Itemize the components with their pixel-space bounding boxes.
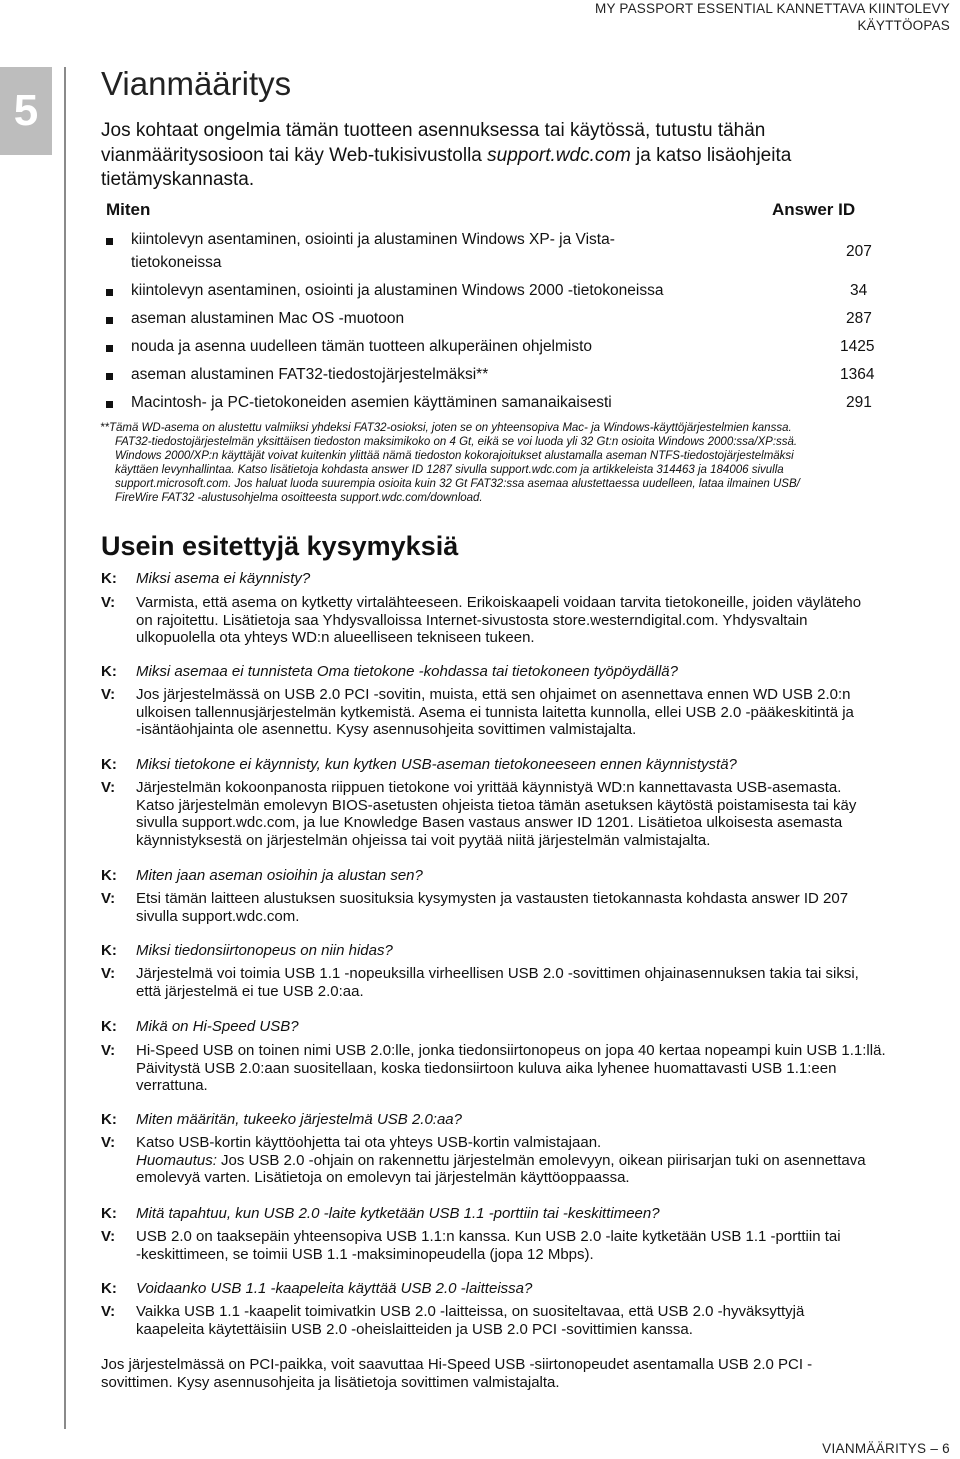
answer-line: -isäntäohjainta ole asennettu. Kysy asennusohjeita sovittimen valmistajalta. xyxy=(136,721,637,738)
answer-line: USB 2.0 on taaksepäin yhteensopiva USB 1.1:n kanssa. Kun USB 2.0 -laite kytketään USB 1.1 -porttiin tai xyxy=(136,1228,841,1245)
table-row xyxy=(106,336,896,358)
faq-item xyxy=(101,570,951,650)
answer-line: Etsi tämän laitteen alustuksen suosituksia kysymysten ja vastausten tietokannasta kohdasta answer ID 207 xyxy=(136,890,849,907)
footnote-line: FireWire FAT32 -alustusohjelma osoitteesta support.wdc.com/download. xyxy=(115,492,483,504)
header-guide-title: KÄYTTÖOPAS xyxy=(857,18,950,33)
row-answer-id: 1364 xyxy=(840,366,875,383)
question-label: K: xyxy=(101,1018,117,1035)
answer-label: V: xyxy=(101,965,116,982)
answer-label: V: xyxy=(101,779,116,796)
faq-question: Mikä on Hi-Speed USB? xyxy=(136,1018,299,1035)
faq-item xyxy=(101,867,951,927)
footnote-line: **Tämä WD-asema on alustettu valmiiksi yhdeksi FAT32-osioksi, joten se on yhteensopiva Mac- ja Windows-käyttöjärjestelmien kanssa. xyxy=(100,422,792,434)
faq-question: Miksi asema ei käynnisty? xyxy=(136,570,311,587)
answer-label: V: xyxy=(101,686,116,703)
table-row xyxy=(106,229,896,273)
row-topic-line1: kiintolevyn asentaminen, osiointi ja alustaminen Windows XP- ja Vista- xyxy=(131,231,615,248)
answer-line: kaapeleita käytettäisiin USB 2.0 -oheislaitteiden ja USB 2.0 PCI -sovittimien kanssa. xyxy=(136,1320,693,1338)
note-text: Jos USB 2.0 -ohjain on rakennettu järjestelmän emolevyyn, oikean piirisarjan tuki on asennettava xyxy=(216,1151,866,1169)
answer-line: verrattuna. xyxy=(136,1077,208,1094)
answer-line: Jos järjestelmässä on USB 2.0 PCI -sovitin, muista, että sen ohjaimet on asennettava ennen WD USB 2.0:n xyxy=(136,686,851,703)
answer-line: että järjestelmä ei tue USB 2.0:aa. xyxy=(136,982,364,1000)
question-label: K: xyxy=(101,756,117,773)
question-label: K: xyxy=(101,1205,117,1222)
footnote-line: Windows 2000/XP:n käyttäjät voivat kuitenkin ylittää nämä tiedoston kokorajoitukset alustamalla aseman NTFS-tiedostojärjestelmäksi xyxy=(115,450,794,462)
square-bullet-icon xyxy=(106,238,113,245)
faq-question: Miksi asemaa ei tunnisteta Oma tietokone -kohdassa tai tietokoneen työpöydällä? xyxy=(136,663,678,680)
answer-line: ulkoisen tallennusjärjestelmän kytkemistä. Asema ei tunnista laitetta kunnolla, ellei USB 2.0 -pääkeskitintä ja xyxy=(136,703,854,721)
square-bullet-icon xyxy=(106,373,113,380)
faq-heading: Usein esitettyjä kysymyksiä xyxy=(101,531,459,561)
answer-line: -keskittimeen, se toimii USB 1.1 -maksiminopeudella (jopa 12 Mbps). xyxy=(136,1245,594,1263)
footnote-line: FAT32-tiedostojärjestelmän yksittäisen tiedoston maksimikoko on 4 Gt, eikä se voi luoda yli 32 Gt:n osioita Windows 2000:ssa/XP:ssä. xyxy=(115,436,798,448)
question-label: K: xyxy=(101,1280,117,1297)
faq-answer xyxy=(136,594,956,647)
faq-question: Mitä tapahtuu, kun USB 2.0 -laite kytketään USB 1.1 -porttiin tai -keskittimeen? xyxy=(136,1205,660,1222)
faq-answer xyxy=(136,686,956,739)
faq-item xyxy=(101,1280,951,1340)
faq-answer xyxy=(136,1228,956,1263)
faq-answer xyxy=(136,965,956,1000)
table-footnote xyxy=(100,421,935,505)
answer-line: Hi-Speed USB on toinen nimi USB 2.0:lle, jonka tiedonsiirtonopeus on jopa 40 kertaa nopeampi kuin USB 1.1:llä. xyxy=(136,1042,886,1059)
note-line: emolevyä varten. Lisätietoja on emolevyn tai järjestelmän käyttöoppaassa. xyxy=(136,1169,630,1186)
faq-item xyxy=(101,1111,951,1191)
faq-question: Miten jaan aseman osioihin ja alustan sen? xyxy=(136,867,423,884)
answer-line: Järjestelmä voi toimia USB 1.1 -nopeuksilla virheellisen USB 2.0 -sovittimen ohjainasennuksen takia tai siksi, xyxy=(136,965,859,982)
answer-label: V: xyxy=(101,890,116,907)
row-answer-id: 207 xyxy=(846,243,872,260)
running-header xyxy=(595,0,950,34)
page-footer: VIANMÄÄRITYS – 6 xyxy=(822,1441,950,1456)
page-title: Vianmääritys xyxy=(101,65,292,102)
faq-answer xyxy=(136,890,956,925)
faq-item xyxy=(101,1018,951,1098)
question-label: K: xyxy=(101,663,117,680)
row-topic: nouda ja asenna uudelleen tämän tuotteen alkuperäinen ohjelmisto xyxy=(131,338,593,355)
row-topic: Macintosh- ja PC-tietokoneiden asemien käyttäminen samanaikaisesti xyxy=(131,394,612,411)
answer-line: Varmista, että asema on kytketty virtalähteeseen. Erikoiskaapeli voidaan tarvita tietokoneille, joiden väyläteho xyxy=(136,594,862,611)
answer-line: sivulla support.wdc.com. xyxy=(136,907,300,925)
answer-label: V: xyxy=(101,594,116,611)
table-row xyxy=(106,392,896,414)
margin-divider xyxy=(64,67,66,1429)
row-answer-id: 34 xyxy=(850,282,868,299)
question-label: K: xyxy=(101,1111,117,1128)
table-row xyxy=(106,280,896,302)
row-answer-id: 1425 xyxy=(840,338,875,355)
answer-label: V: xyxy=(101,1228,116,1245)
row-topic: aseman alustaminen FAT32-tiedostojärjestelmäksi** xyxy=(131,366,489,383)
row-topic: kiintolevyn asentaminen, osiointi ja alustaminen Windows 2000 -tietokoneissa xyxy=(131,282,664,299)
footnote-line: käyttäen levynhallintaa. Katso lisätietoja kohdasta answer ID 1287 sivulla support.wdc.com ja artikkeleista 314463 ja 184006 sivulla xyxy=(115,464,784,476)
answer-line: on rajoitettu. Lisätietoja saa Yhdysvalloissa Internet-sivustosta store.westerndigital.com. Yhdysvaltain xyxy=(136,611,808,629)
answer-line: Vaikka USB 1.1 -kaapelit toimivatkin USB 2.0 -laitteissa, on suositeltavaa, että USB 2.0 -hyväksyttyjä xyxy=(136,1303,805,1320)
square-bullet-icon xyxy=(106,317,113,324)
faq-answer xyxy=(136,1134,956,1187)
faq-answer xyxy=(136,1042,956,1095)
answer-line: Katso järjestelmän emolevyn BIOS-asetusten ohjeista tietoa tämän asetuksen käytöstä poistamisesta tai käy xyxy=(136,796,857,814)
table-row xyxy=(106,364,896,386)
faq-answer xyxy=(136,1303,956,1338)
answer-label: V: xyxy=(101,1134,116,1151)
answer-line: Järjestelmän kokoonpanosta riippuen tietokone voi yrittää käynnistyä WD:n kannettavasta USB-asemasta. xyxy=(136,779,842,796)
answer-line: käynnistyksestä on järjestelmän ohjeissa tai voit pyytää niitä järjestelmän valmistajalta. xyxy=(136,831,711,849)
answer-line: sivulla support.wdc.com, ja lue Knowledge Basen vastaus answer ID 1201. Lisätietoa ulkoisesta asemasta xyxy=(136,814,843,831)
header-product-title: MY PASSPORT ESSENTIAL KANNETTAVA KIINTOLEVY xyxy=(595,1,950,16)
faq-question: Miten määritän, tukeeko järjestelmä USB 2.0:aa? xyxy=(136,1111,462,1128)
faq-item xyxy=(101,663,951,743)
intro-text-1: Jos kohtaat ongelmia tämän tuotteen asennuksessa tai käytössä, tutustu tähän vianmääritysosioon tai käy Web-tukisivustolla xyxy=(101,120,766,166)
chapter-number-box xyxy=(0,67,52,155)
table-header-how: Miten xyxy=(106,200,151,219)
square-bullet-icon xyxy=(106,289,113,296)
question-label: K: xyxy=(101,942,117,959)
faq-question: Miksi tiedonsiirtonopeus on niin hidas? xyxy=(136,942,393,959)
square-bullet-icon xyxy=(106,401,113,408)
row-answer-id: 287 xyxy=(846,310,872,327)
intro-paragraph xyxy=(101,119,931,193)
question-label: K: xyxy=(101,867,117,884)
faq-question: Miksi tietokone ei käynnisty, kun kytken USB-aseman tietokoneeseen ennen käynnistystä? xyxy=(136,756,737,773)
answer-line: ulkopuolella ota yhteys WD:n alueelliseen tekniseen tukeen. xyxy=(136,629,535,646)
answer-label: V: xyxy=(101,1303,116,1320)
question-label: K: xyxy=(101,570,117,587)
footnote-line: support.microsoft.com. Jos haluat luoda suurempia osioita kuin 32 Gt FAT32:ssa asemaa alustettaessa uudelleen, lataa ilmainen USB/ xyxy=(115,478,800,490)
faq-question: Voidaanko USB 1.1 -kaapeleita käyttää USB 2.0 -laitteissa? xyxy=(136,1280,533,1297)
closing-line: Jos järjestelmässä on PCI-paikka, voit saavuttaa Hi-Speed USB -siirtonopeudet asentamalla USB 2.0 PCI - xyxy=(101,1356,813,1373)
closing-line: sovittimen. Kysy asennusohjeita ja lisätietoja sovittimen valmistajalta. xyxy=(101,1373,560,1391)
square-bullet-icon xyxy=(106,345,113,352)
closing-paragraph xyxy=(101,1356,931,1391)
answer-line: Päivitystä USB 2.0:aan suositellaan, koska tiedonsiirtoon kuluva aika lyhenee huomattavasti USB 1.1:een xyxy=(136,1059,837,1077)
answer-line: Katso USB-kortin käyttöohjetta tai ota yhteys USB-kortin valmistajaan. xyxy=(136,1134,602,1151)
note-label: Huomautus: xyxy=(136,1151,217,1169)
note-line xyxy=(136,1152,956,1170)
faq-item xyxy=(101,756,951,852)
chapter-number: 5 xyxy=(13,86,39,135)
faq-item xyxy=(101,1205,951,1265)
support-link[interactable]: support.wdc.com xyxy=(487,144,631,166)
faq-item xyxy=(101,942,951,1002)
table-header-answer-id: Answer ID xyxy=(772,200,856,219)
row-answer-id: 291 xyxy=(846,394,872,411)
answer-label: V: xyxy=(101,1042,116,1059)
row-topic: aseman alustaminen Mac OS -muotoon xyxy=(131,310,405,327)
table-row xyxy=(106,308,896,330)
row-topic-line2: tietokoneissa xyxy=(131,254,222,271)
intro-text-2: ja katso lisäohjeita tietämyskannasta. xyxy=(101,144,792,190)
faq-answer xyxy=(136,779,956,849)
